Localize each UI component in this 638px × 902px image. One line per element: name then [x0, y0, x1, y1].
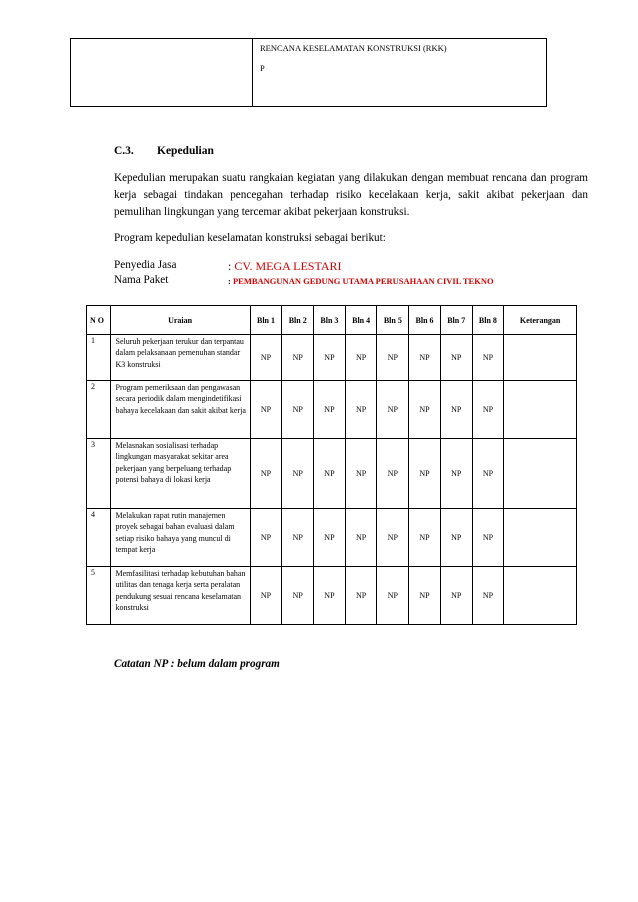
section-number: C.3.: [114, 145, 134, 157]
penyedia-label: Penyedia Jasa: [114, 259, 177, 271]
row-month-7-value: NP: [440, 335, 472, 381]
header-box: [70, 38, 547, 107]
row-month-7-value: NP: [440, 381, 472, 439]
row-month-1-value: NP: [250, 439, 282, 509]
header-right-cell: [253, 39, 546, 106]
penyedia-name: CV. MEGA LESTARI: [234, 259, 342, 273]
paket-name: PEMBANGUNAN GEDUNG UTAMA PERUSAHAAN CIVIL TEKNO: [232, 276, 494, 286]
row-month-3-value: NP: [314, 335, 346, 381]
header-month-3: Bln 3: [314, 306, 346, 335]
table-row: [87, 567, 577, 625]
row-month-5-value: NP: [377, 567, 409, 625]
row-month-6-value: NP: [409, 567, 441, 625]
header-month-6: Bln 6: [409, 306, 441, 335]
row-month-4-value: NP: [345, 439, 377, 509]
header-keterangan: Keterangan: [504, 306, 577, 335]
header-month-2: Bln 2: [282, 306, 314, 335]
row-keterangan: [504, 439, 577, 509]
row-keterangan: [504, 509, 577, 567]
table-row: [87, 439, 577, 509]
section-paragraph: Kepedulian merupakan suatu rangkaian kegiatan yang dilakukan dengan membuat rencana dan program kerja sebagai tindakan pencegahan terhadap risiko kecelakaan kerja, sakit akibat pekerjaan dan pemulihan lingkungan yang tercemar akibat pekerjaan konstruksi.: [114, 172, 588, 218]
row-month-6-value: NP: [409, 509, 441, 567]
header-left-cell: [71, 39, 253, 106]
row-month-2-value: NP: [282, 335, 314, 381]
row-month-5-value: NP: [377, 381, 409, 439]
row-month-3-value: NP: [314, 509, 346, 567]
row-month-1-value: NP: [250, 381, 282, 439]
row-uraian: Program pemeriksaan dan pengawasan secara periodik dalam mengindetifikasi bahaya kecelakaan dan sakit akibat kerja: [110, 381, 250, 439]
row-month-4-value: NP: [345, 335, 377, 381]
row-month-1-value: NP: [250, 509, 282, 567]
penyedia-colon: :: [228, 259, 235, 273]
row-month-8-value: NP: [472, 439, 504, 509]
table-row: [87, 381, 577, 439]
row-month-2-value: NP: [282, 509, 314, 567]
row-number: 2: [87, 381, 111, 439]
row-number: 1: [87, 335, 111, 381]
header-uraian: Uraian: [110, 306, 250, 335]
table-row: [87, 509, 577, 567]
row-month-4-value: NP: [345, 567, 377, 625]
row-month-1-value: NP: [250, 567, 282, 625]
header-month-8: Bln 8: [472, 306, 504, 335]
row-month-2-value: NP: [282, 381, 314, 439]
row-month-3-value: NP: [314, 439, 346, 509]
row-month-2-value: NP: [282, 439, 314, 509]
row-month-7-value: NP: [440, 439, 472, 509]
paket-value: [228, 276, 494, 286]
row-month-3-value: NP: [314, 381, 346, 439]
row-month-2-value: NP: [282, 567, 314, 625]
row-month-4-value: NP: [345, 509, 377, 567]
row-number: 3: [87, 439, 111, 509]
row-uraian: Melakukan rapat rutin manajemen proyek sebagai bahan evaluasi dalam setiap risiko bahaya yang muncul di tempat kerja: [110, 509, 250, 567]
row-uraian: Seluruh pekerjaan terukur dan terpantau dalam pelaksanaan pemenuhan standar K3 konstruksi: [110, 335, 250, 381]
row-month-6-value: NP: [409, 381, 441, 439]
row-uraian: Melasnakan sosialisasi terhadap lingkungan masyarakat sekitar area pekerjaan yang berpeluang terhadap potensi bahaya di lokasi kerja: [110, 439, 250, 509]
row-keterangan: [504, 381, 577, 439]
row-number: 4: [87, 509, 111, 567]
row-month-8-value: NP: [472, 381, 504, 439]
row-month-5-value: NP: [377, 439, 409, 509]
row-month-4-value: NP: [345, 381, 377, 439]
program-table: [86, 305, 577, 625]
header-month-5: Bln 5: [377, 306, 409, 335]
row-keterangan: [504, 567, 577, 625]
row-month-7-value: NP: [440, 509, 472, 567]
row-uraian: Memfasilitasi terhadap kebutuhan bahan utilitas dan tenaga kerja serta peralatan pendukung sesuai rencana keselamatan konstruksi: [110, 567, 250, 625]
row-month-8-value: NP: [472, 335, 504, 381]
row-month-8-value: NP: [472, 509, 504, 567]
paket-label: Nama Paket: [114, 274, 169, 286]
row-month-7-value: NP: [440, 567, 472, 625]
document-title: RENCANA KESELAMATAN KONSTRUKSI (RKK): [260, 43, 447, 53]
penyedia-value: [228, 259, 342, 274]
row-number: 5: [87, 567, 111, 625]
row-month-5-value: NP: [377, 509, 409, 567]
table-header-row: [87, 306, 577, 335]
row-month-6-value: NP: [409, 335, 441, 381]
np-note: Catatan NP : belum dalam program: [114, 658, 280, 670]
paket-colon: :: [228, 276, 233, 286]
row-month-5-value: NP: [377, 335, 409, 381]
document-subtitle: P: [260, 63, 265, 73]
header-month-1: Bln 1: [250, 306, 282, 335]
row-month-1-value: NP: [250, 335, 282, 381]
row-month-6-value: NP: [409, 439, 441, 509]
row-keterangan: [504, 335, 577, 381]
table-row: [87, 335, 577, 381]
header-month-7: Bln 7: [440, 306, 472, 335]
header-month-4: Bln 4: [345, 306, 377, 335]
row-month-3-value: NP: [314, 567, 346, 625]
program-intro: Program kepedulian keselamatan konstruksi sebagai berikut:: [114, 232, 386, 244]
row-month-8-value: NP: [472, 567, 504, 625]
header-no: N O: [87, 306, 111, 335]
section-title: Kepedulian: [157, 145, 214, 157]
